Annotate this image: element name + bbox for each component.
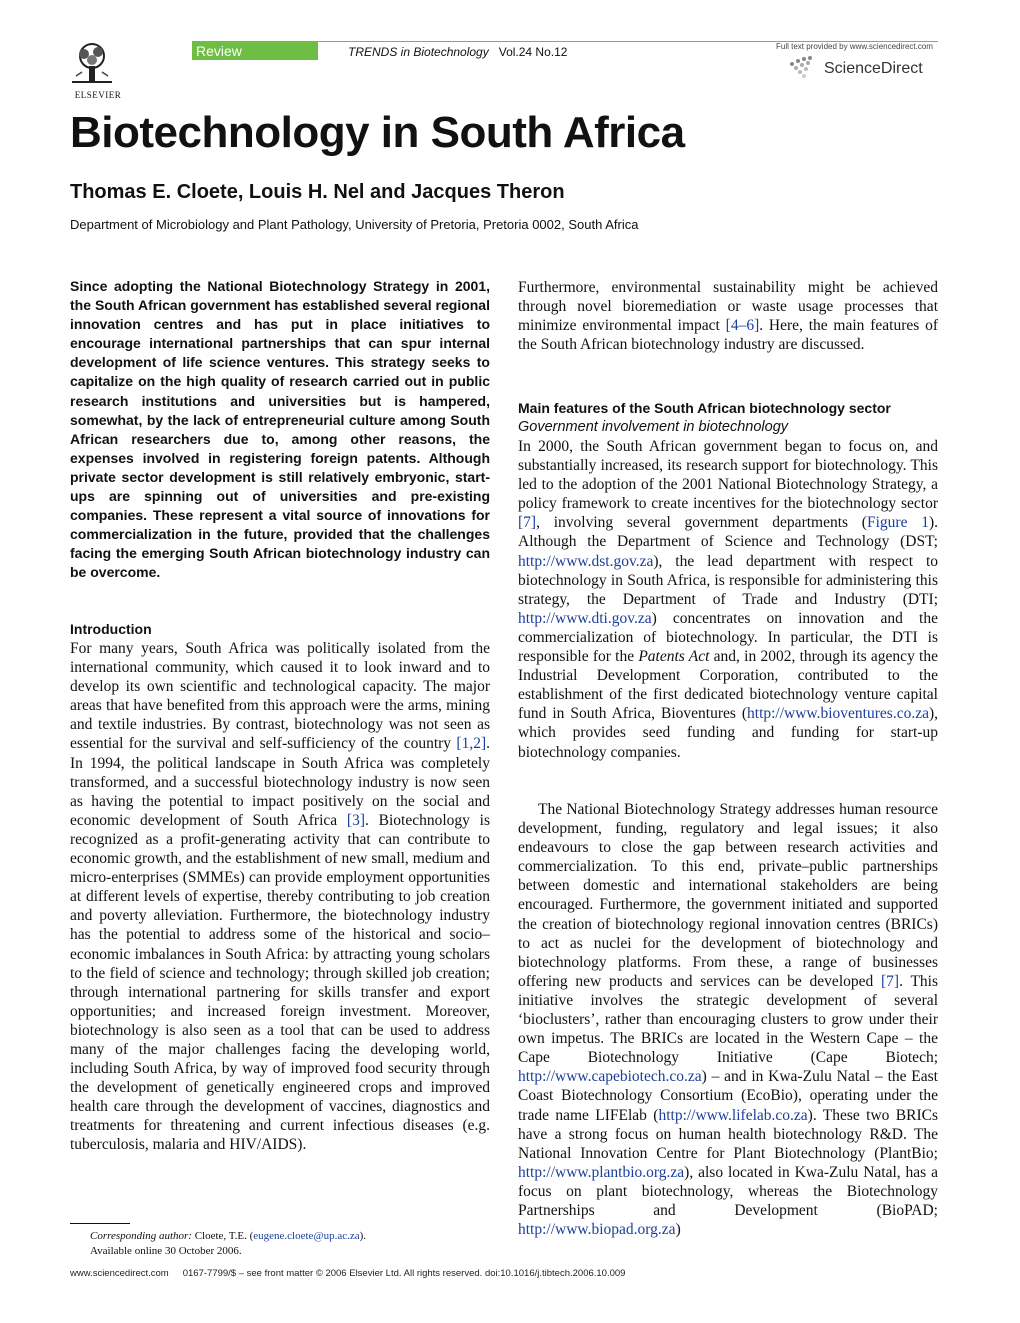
url-link[interactable]: http://www.biopad.org.za	[518, 1221, 676, 1239]
text-run: . Here, the main features of the South African biotechnology industry are discussed.	[518, 317, 938, 354]
email-link[interactable]: eugene.cloete@up.ac.za	[253, 1230, 360, 1242]
elsevier-tree-icon	[68, 42, 116, 84]
footnote-name: Cloete, T.E. (	[191, 1230, 254, 1242]
footer-site-link[interactable]: www.sciencedirect.com	[70, 1268, 169, 1279]
text-run: In 2000, the South African government began to focus on, and substantially increased, its research support for biotechnology. This led to the adoption of the 2001 National Biotechnology Strategy, a policy framework to create incentives for the biotechnology sector	[518, 438, 938, 513]
intro-paragraph	[70, 639, 490, 1155]
text-run: Furthermore, environmental sustainability might be achieved through novel bioremediation or waste usage processes that minimize environmental impact	[518, 279, 938, 335]
footnote-close: ).	[359, 1230, 367, 1242]
right-paragraph-1	[518, 278, 938, 354]
citation-link[interactable]: [7]	[881, 972, 900, 990]
elsevier-logo	[68, 42, 128, 100]
footer-doi[interactable]: 10.1016/j.tibtech.2006.10.009	[500, 1268, 626, 1279]
figure-link[interactable]: Figure 1	[866, 514, 929, 532]
url-link[interactable]: http://www.lifelab.co.za	[658, 1106, 808, 1124]
sciencedirect-dots-icon	[788, 56, 822, 82]
url-link[interactable]: http://www.capebiotech.co.za	[518, 1068, 702, 1086]
text-run: For many years, South Africa was politically isolated from the international community, which caused it to look inward and to develop its own scientific and technological capacity. The major areas that have benefited from this approach were the arms, mining and textile industries. By contrast, biotechnology was not seen as essential for the survival and self-sufficiency of the country	[70, 640, 490, 753]
text-run: . This initiative involves the strategic development of several ‘bioclusters’, rather than encouraging clusters to grow under their own impetus. The BRICs are located in the Western Cape – the Cape Biotechnology Initiative (Cape Biotech;	[518, 972, 938, 1067]
footnote-label: Corresponding author:	[90, 1230, 192, 1242]
elsevier-label: ELSEVIER	[74, 90, 122, 100]
text-run: . In 1994, the political landscape in South Africa was completely transformed, and a successful biotechnology industry is now seen as having the potential to impact positively on the social and economic development of South Africa	[70, 735, 490, 829]
citation-link[interactable]: [3]	[346, 811, 365, 829]
journal-name: TRENDS in Biotechnology	[348, 45, 489, 59]
text-run: ). Although the Department of Science and Technology (DST;	[518, 514, 939, 551]
url-link[interactable]: http://www.dst.gov.za	[518, 552, 654, 570]
url-link[interactable]: http://www.bioventures.co.za	[747, 705, 929, 723]
text-run: ) – and in Kwa-Zulu Natal – the East Coast Biotechnology Consortium (EcoBio), operating under the trade name LIFElab (	[518, 1068, 938, 1124]
right-paragraph-3	[518, 800, 938, 1239]
text-run: ) concentrates on innovation and the commercialization of biotechnology. In particular, the DTI is responsible for the	[518, 609, 938, 666]
page-footer	[70, 1268, 625, 1279]
available-online: Available online 30 October 2006.	[90, 1245, 242, 1257]
text-run: The National Biotechnology Strategy addresses human resource development, funding, regulatory and legal issues; it also endeavours to close the gap between research activities and commercialization. To this end, private–public partnerships between domestic and international stakeholders are being encouraged. Furthermore, the government initiated and supported the creation of biotechnology regional innovation centres (BRICs) to act as nuclei for the development of biotechnology and biotechnology platforms. From these, a range of businesses offering new products and services can be developed	[518, 801, 938, 990]
article-affiliation: Department of Microbiology and Plant Pathology, University of Pretoria, Pretoria 0002, South Africa	[70, 217, 639, 232]
citation-link[interactable]: [1,2]	[456, 735, 487, 753]
section-tab: Review	[192, 42, 318, 60]
abstract: Since adopting the National Biotechnology Strategy in 2001, the South African government has established several regional innovation centres and has put in place initiatives to encourage international partnerships that can spur internal development of life science ventures. This strategy seeks to capitalize on the high quality of research carried out in public research institutions and universities but is hampered, somewhat, by the lack of entrepreneurial culture among South African researchers due to, among other reasons, the expenses involved in registering foreign patents. Although private sector development is still relatively embryonic, start-ups are spinning out of universities and pre-existing companies. These represent a vital source of innovations for commercialization in the future, provided that the challenges facing the emerging South African biotechnology industry can be overcome.	[70, 278, 490, 581]
journal-line	[348, 45, 567, 59]
footer-doi-label: doi:	[484, 1268, 501, 1279]
article-authors: Thomas E. Cloete, Louis H. Nel and Jacques Theron	[70, 181, 565, 203]
footnote-rule	[70, 1223, 130, 1224]
article-title: Biotechnology in South Africa	[70, 108, 685, 157]
text-run: ), also located in Kwa-Zulu Natal, has a focus on plant biotechnology, whereas the Biotechnology Partnerships and Development (BioPAD;	[518, 1163, 938, 1219]
text-run: ). These two BRICs have a strong focus on human health biotechnology R&D. The National Innovation Centre for Plant Biotechnology (PlantBio;	[518, 1106, 938, 1162]
subheading-government: Government involvement in biotechnology	[518, 419, 789, 435]
text-run: ), the lead department with respect to biotechnology in South Africa, is responsible for administering this strategy, the Department of Trade and Industry (DTI;	[518, 552, 938, 608]
corresponding-author	[90, 1229, 366, 1244]
footnote	[90, 1229, 366, 1259]
text-run: )	[675, 1221, 681, 1239]
sciencedirect-brand[interactable]	[788, 56, 938, 82]
provider-note[interactable]: Full text provided by www.sciencedirect.com	[776, 42, 933, 51]
text-run: and, in 2002, through its agency the Industrial Development Corporation, contributed to the establishment of the first dedicated biotechnology venture capital fund in South Africa, Bioventures (	[518, 648, 938, 723]
text-run: ), which provides seed funding and funding for start-up biotechnology companies.	[518, 705, 938, 761]
citation-link[interactable]: [4–6]	[725, 317, 760, 335]
url-link[interactable]: http://www.plantbio.org.za	[518, 1163, 685, 1181]
footer-issn: 0167-7799/$ – see front matter © 2006 Elsevier Ltd. All rights reserved.	[182, 1268, 483, 1279]
url-link[interactable]: http://www.dti.gov.za	[518, 609, 652, 627]
text-run: , involving several government departments (	[536, 514, 867, 532]
journal-volume: Vol.24 No.12	[498, 45, 568, 59]
text-run: . Biotechnology is recognized as a profit-generating activity that can contribute to economic growth, and the establishment of new small, medium and micro-enterprises (SMMEs) can provide employment opportunities at different levels of expertise, thereby contributing to job creation and poverty alleviation. Furthermore, the biotechnology industry has the potential to address some of the historical and socio–economic imbalances in South Africa: by attracting young scholars to the field of science and technology; through skilled job creation; through international partnering for skills transfer and export opportunities; and increased foreign investment. Moreover, biotechnology is also seen as a tool that can be used to address many of the major challenges facing the developing world, including South Africa, by way of improved food security through the development of genetically engineered crops and improved health care through the development of vaccines, diagnostics and treatments for threatening and current infectious diseases (e.g. tuberculosis, malaria and HIV/AIDS).	[70, 811, 490, 1154]
italic-term: Patents Act	[638, 648, 710, 666]
section-heading-main-features: Main features of the South African biotechnology sector	[518, 400, 891, 416]
citation-link[interactable]: [7]	[518, 514, 537, 532]
right-paragraph-2	[518, 437, 938, 762]
section-heading-introduction: Introduction	[70, 621, 152, 637]
sciencedirect-name: ScienceDirect	[824, 60, 923, 77]
